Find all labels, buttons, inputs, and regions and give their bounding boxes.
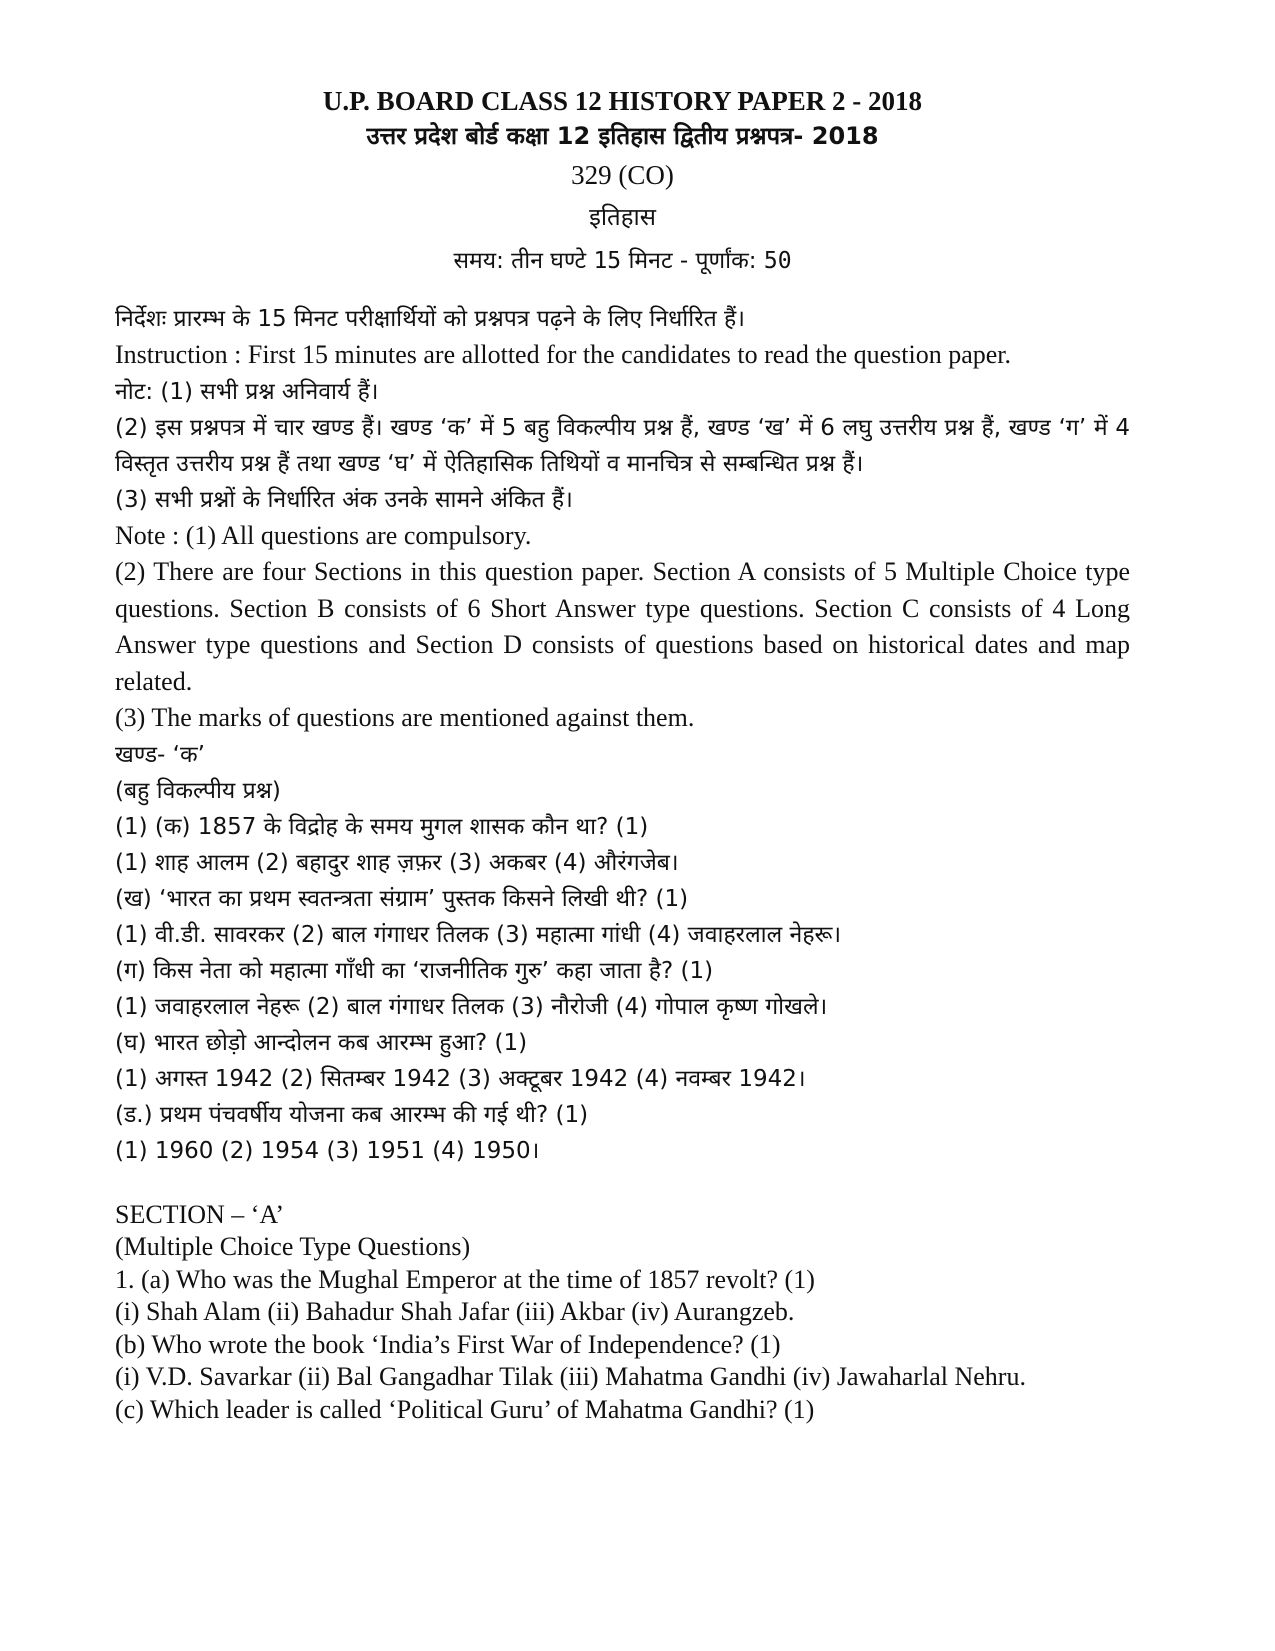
section-subheading-english: (Multiple Choice Type Questions) <box>115 1232 471 1261</box>
options-line: (i) Shah Alam (ii) Bahadur Shah Jafar (iii) Akbar (iv) Aurangzeb. <box>115 1297 795 1326</box>
exam-paper-page <box>115 85 1130 1426</box>
section-a-english <box>115 1199 1130 1427</box>
note-1-english: Note : (1) All questions are compulsory. <box>115 520 532 550</box>
subject-name: इतिहास <box>589 203 656 231</box>
options-line: (1) शाह आलम (2) बहादुर शाह ज़फ़र (3) अकबर (4) औरंगजेब। <box>115 849 679 876</box>
time-minutes: 15 <box>593 248 622 274</box>
note-2-hindi: (2) इस प्रश्नपत्र में चार खण्ड हैं। खण्ड ‘क’ में 5 बहु विकल्पीय प्रश्न हैं, खण्ड ‘ख’ में 6 लघु उत्तरीय प्रश्न हैं, खण्ड ‘ग’ में 4 विस्तृत उत्तरीय प्रश्न हैं तथा खण्ड ‘घ’ में ऐतिहासिक तिथियों व मानचित्र से सम्बन्धित प्रश्न हैं। <box>115 414 1130 477</box>
section-a-hindi <box>115 737 1130 1169</box>
paper-title-english: U.P. BOARD CLASS 12 HISTORY PAPER 2 - 2018 <box>322 86 923 116</box>
question-line: 1. (a) Who was the Mughal Emperor at the time of 1857 revolt? (1) <box>115 1264 815 1294</box>
paper-code: 329 (CO) <box>571 160 674 190</box>
question-line: (1) (क) 1857 के विद्रोह के समय मुगल शासक कौन था? (1) <box>115 813 649 840</box>
options-line: (1) वी.डी. सावरकर (2) बाल गंगाधर तिलक (3) महात्मा गांधी (4) जवाहरलाल नेहरू। <box>115 921 842 948</box>
question-line: (ड.) प्रथम पंचवर्षीय योजना कब आरम्भ की गई थी? (1) <box>115 1101 589 1128</box>
time-label: समय: तीन घण्टे <box>453 248 594 274</box>
paper-title-hindi: उत्तर प्रदेश बोर्ड कक्षा 12 इतिहास द्वितीय प्रश्नपत्र- 2018 <box>366 122 879 150</box>
question-line: (b) Who wrote the book ‘India’s First War of Independence? (1) <box>115 1329 781 1359</box>
question-line: (घ) भारत छोड़ो आन्दोलन कब आरम्भ हुआ? (1) <box>115 1029 528 1056</box>
note-1-hindi: नोट: (1) सभी प्रश्न अनिवार्य हैं। <box>115 378 379 405</box>
max-marks: 50 <box>763 248 792 274</box>
direction-hindi: निर्देशः प्रारम्भ के 15 मिनट परीक्षार्थियों को प्रश्नपत्र पढ़ने के लिए निर्धारित हैं। <box>115 306 745 332</box>
question-line: (ग) किस नेता को महात्मा गाँधी का ‘राजनीतिक गुरु’ कहा जाता है? (1) <box>115 957 714 984</box>
paper-header <box>115 85 1130 283</box>
note-3-english: (3) The marks of questions are mentioned against them. <box>115 703 695 732</box>
section-heading-hindi: खण्ड- ‘क’ <box>115 741 205 768</box>
question-line: (c) Which leader is called ‘Political Guru’ of Mahatma Gandhi? (1) <box>115 1394 815 1424</box>
options-line: (1) अगस्त 1942 (2) सितम्बर 1942 (3) अक्टूबर 1942 (4) नवम्बर 1942। <box>115 1065 806 1092</box>
spacer <box>115 1169 1130 1199</box>
section-subheading-hindi: (बहु विकल्पीय प्रश्न) <box>115 777 281 804</box>
question-line: (ख) ‘भारत का प्रथम स्वतन्त्रता संग्राम’ पुस्तक किसने लिखी थी? (1) <box>115 885 689 912</box>
instruction-english: Instruction : First 15 minutes are allotted for the candidates to read the question paper. <box>115 340 1012 369</box>
options-line: (i) V.D. Savarkar (ii) Bal Gangadhar Tilak (iii) Mahatma Gandhi (iv) Jawaharlal Nehru. <box>115 1362 1026 1391</box>
note-3-hindi: (3) सभी प्रश्नों के निर्धारित अंक उनके सामने अंकित हैं। <box>115 486 573 513</box>
section-heading-english: SECTION – ‘A’ <box>115 1199 284 1229</box>
time-and-marks <box>115 239 1130 283</box>
time-marks-label: मिनट - पूर्णांक: <box>621 248 764 274</box>
options-line: (1) जवाहरलाल नेहरू (2) बाल गंगाधर तिलक (3) नौरोजी (4) गोपाल कृष्ण गोखले। <box>115 993 828 1020</box>
options-line: (1) 1960 (2) 1954 (3) 1951 (4) 1950। <box>115 1137 540 1164</box>
instructions-block <box>115 301 1130 737</box>
note-2-english: (2) There are four Sections in this question paper. Section A consists of 5 Multiple Choice type questions. Section B consists of 6 Short Answer type questions. Section C consists of 4 Long Answer type questions and Section D consists of questions based on historical dates and map related. <box>115 557 1130 696</box>
